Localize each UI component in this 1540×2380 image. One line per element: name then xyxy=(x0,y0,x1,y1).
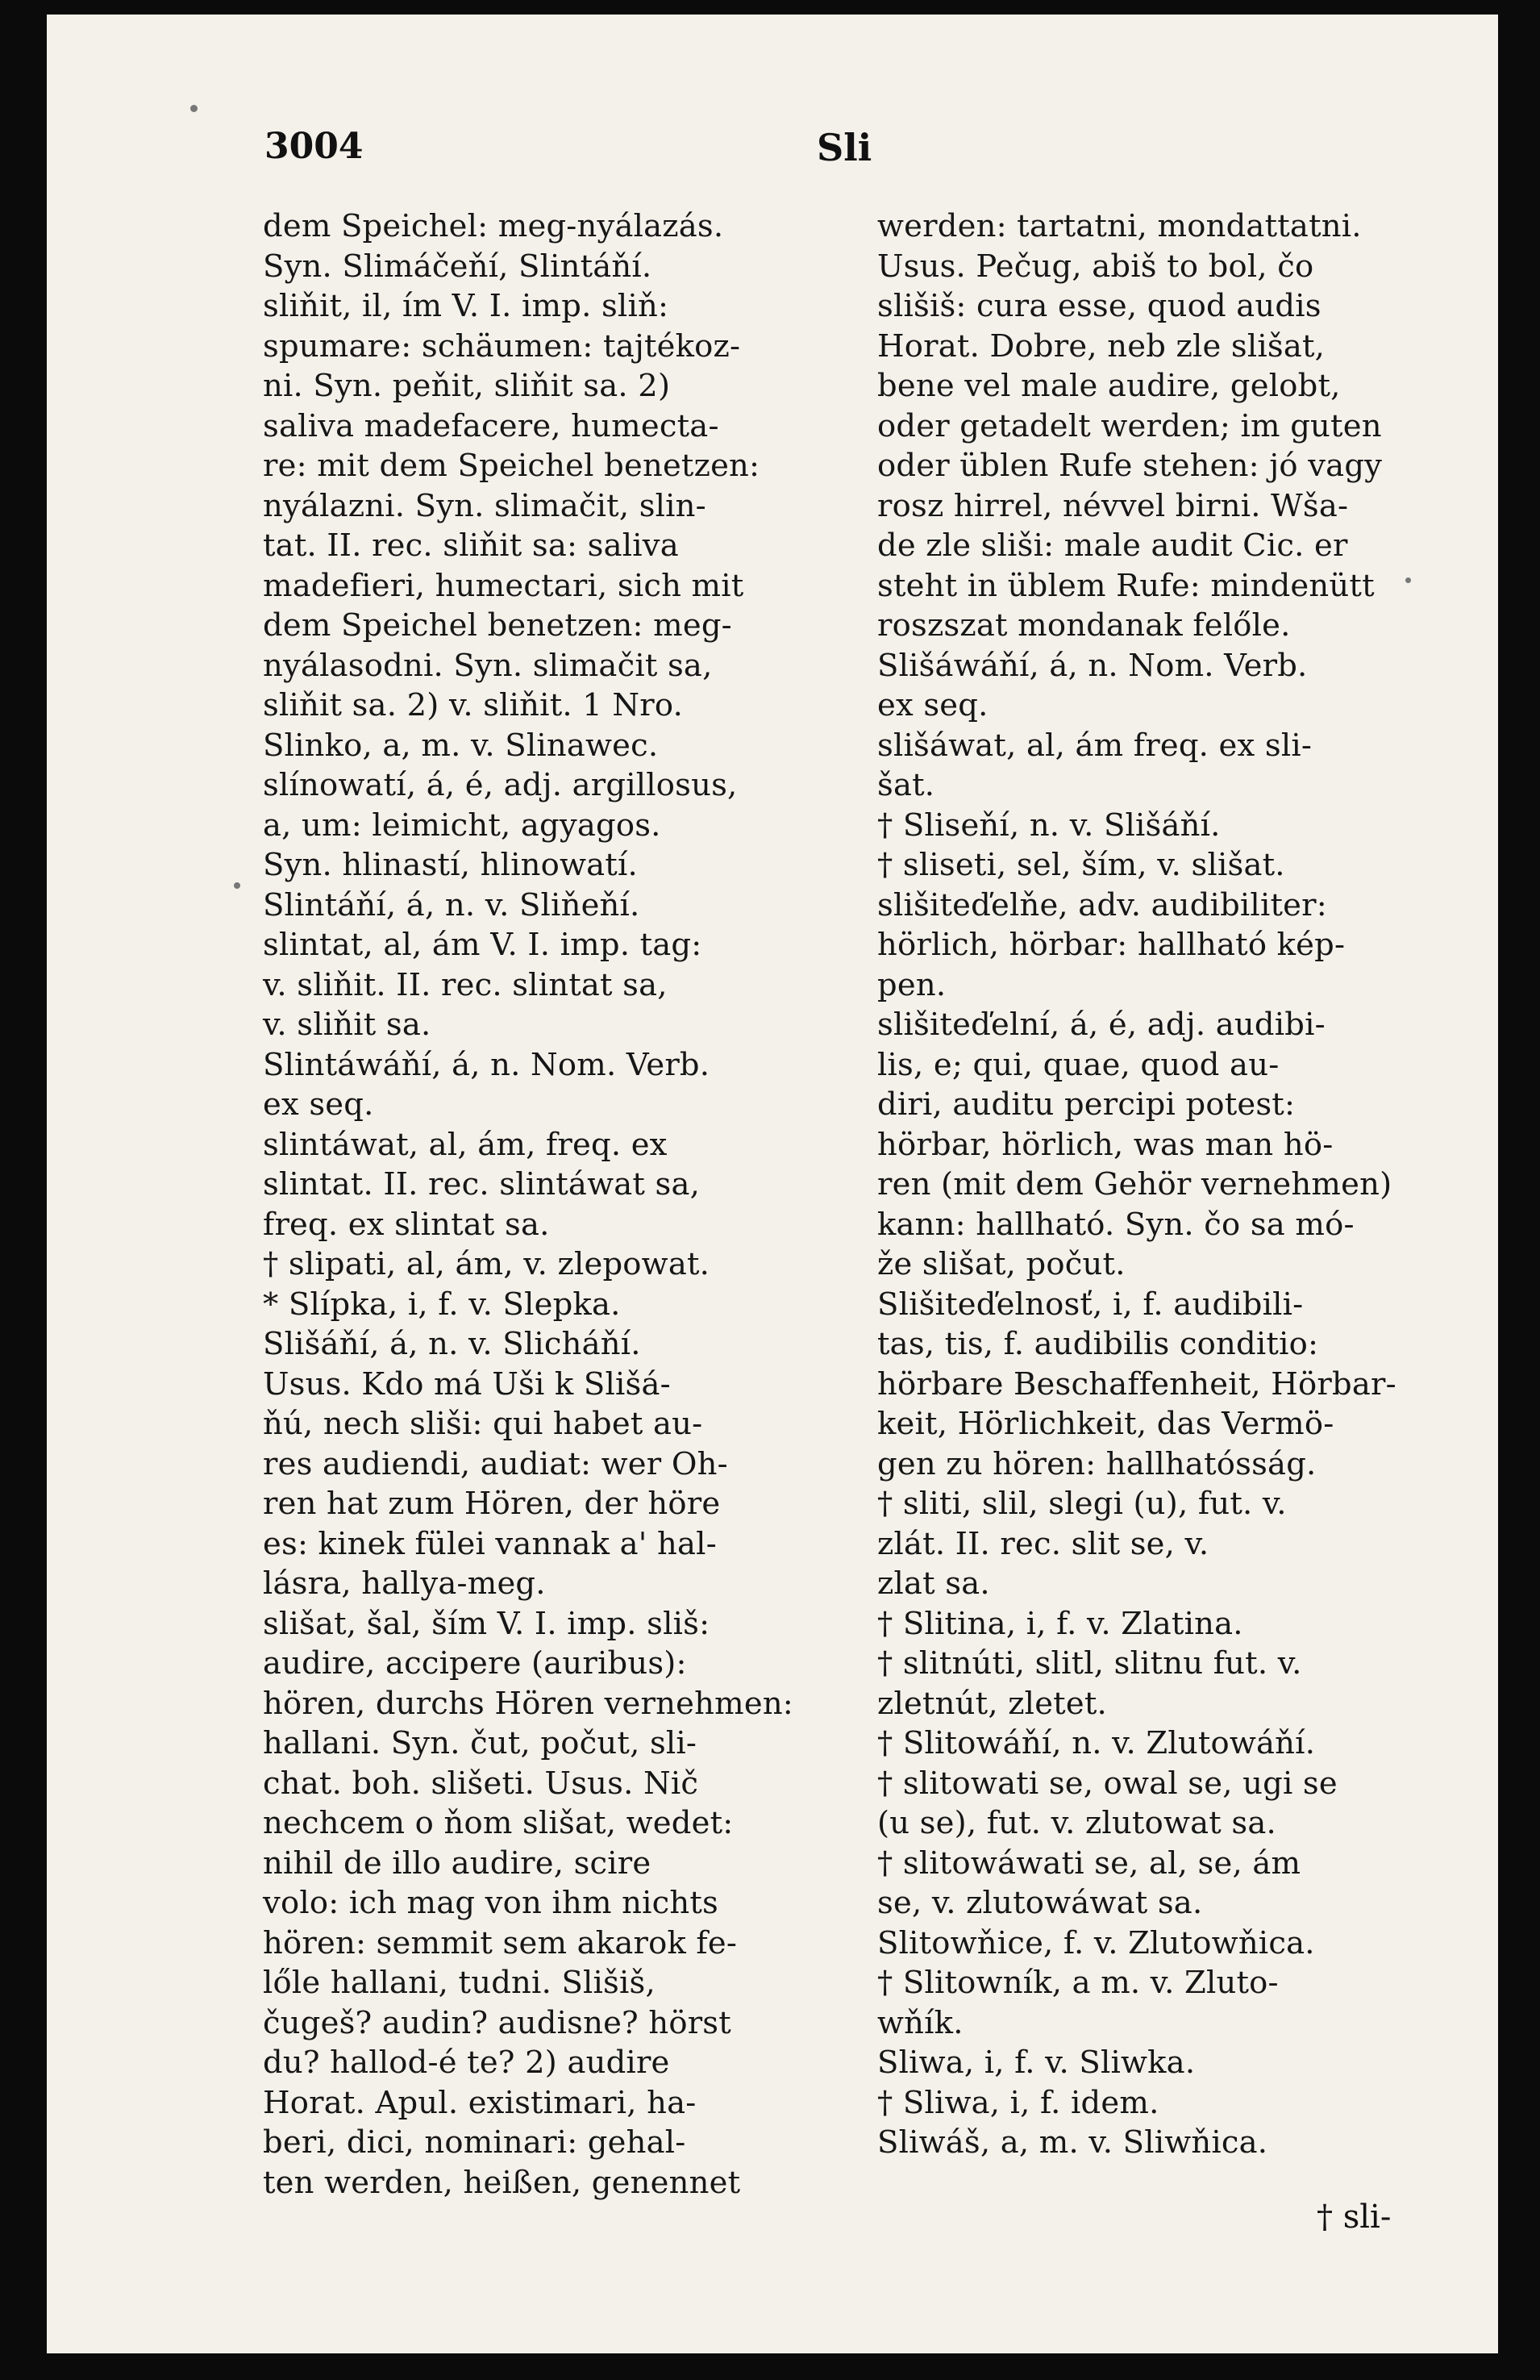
entry-line: res audiendi, audiat: wer Oh- xyxy=(263,1445,728,1482)
entry-line: * Slípka, i, f. v. Slepka. xyxy=(263,1286,621,1323)
page-header xyxy=(264,126,1353,182)
entry-line: (u se), fut. v. zlutowat sa. xyxy=(877,1805,1276,1841)
dictionary-page xyxy=(47,15,1498,2353)
entry-line: † Slitowník, a m. v. Zluto- xyxy=(877,1965,1279,2001)
entry-line: audire, accipere (auribus): xyxy=(263,1645,687,1682)
entry-line: slínowatí, á, é, adj. argillosus, xyxy=(263,767,738,803)
entry-line: † Slitowáňí, n. v. Zlutowáňí. xyxy=(877,1725,1316,1761)
entry-line: oder getadelt werden; im guten xyxy=(877,407,1382,444)
entry-line: du? hallod-é te? 2) audire xyxy=(263,2044,670,2081)
entry-line: wňík. xyxy=(877,2004,964,2041)
entry-line: šat. xyxy=(877,767,935,803)
entry-line: oder üblen Rufe stehen: jó vagy xyxy=(877,448,1383,484)
entry-line: tas, tis, f. audibilis conditio: xyxy=(877,1326,1319,1362)
entry-line: tat. II. rec. sliňit sa: saliva xyxy=(263,527,679,564)
entry-line: † sliti, slil, slegi (u), fut. v. xyxy=(877,1486,1287,1522)
stain-dot xyxy=(190,105,198,112)
entry-line: dem Speichel: meg-nyálazás. xyxy=(263,208,724,244)
catchword: † sli- xyxy=(1317,2199,1392,2236)
entry-line: † Sliseňí, n. v. Slišáňí. xyxy=(877,807,1221,844)
entry-line: spumare: schäumen: tajtékoz- xyxy=(263,327,741,365)
entry-line: zletnút, zletet. xyxy=(877,1685,1107,1722)
entry-line: nyálazni. Syn. slimačit, slin- xyxy=(263,487,706,524)
entry-line: † slitnúti, slitl, slitnu fut. v. xyxy=(877,1645,1302,1682)
entry-line: Slišiteďelnosť, i, f. audibili- xyxy=(877,1286,1304,1323)
entry-line: ňú, nech sliši: qui habet au- xyxy=(263,1406,703,1442)
entry-line: zlat sa. xyxy=(877,1565,990,1602)
entry-line: v. sliňit sa. xyxy=(263,1007,431,1043)
entry-line: Slintáňí, á, n. v. Sliňeňí. xyxy=(263,886,640,923)
entry-line: kann: hallható. Syn. čo sa mó- xyxy=(877,1206,1355,1243)
entry-line: Syn. Slimáčeňí, Slintáňí. xyxy=(263,248,652,285)
entry-line: Slinko, a, m. v. Slinawec. xyxy=(263,727,659,764)
entry-line: slišat, šal, ším V. I. imp. sliš: xyxy=(263,1605,710,1642)
entry-line: Slišáwáňí, á, n. Nom. Verb. xyxy=(877,647,1308,684)
entry-line: Horat. Apul. existimari, ha- xyxy=(263,2084,697,2121)
entry-line: čugeš? audin? audisne? hörst xyxy=(263,2004,731,2041)
entry-line: se, v. zlutowáwat sa. xyxy=(877,1885,1203,1921)
entry-line: roszszat mondanak felőle. xyxy=(877,607,1291,644)
entry-line: hörlich, hörbar: hallható kép- xyxy=(877,927,1346,963)
entry-line: Usus. Pečug, abiš to bol, čo xyxy=(877,248,1314,285)
entry-line: Slintáwáňí, á, n. Nom. Verb. xyxy=(263,1046,710,1083)
entry-line: zlát. II. rec. slit se, v. xyxy=(877,1525,1209,1562)
entry-line: † slitowáwati se, al, se, ám xyxy=(877,1844,1301,1882)
entry-line: hören: semmit sem akarok fe- xyxy=(263,1924,738,1961)
entry-line: lásra, hallya-meg. xyxy=(263,1565,546,1602)
entry-line: a, um: leimicht, agyagos. xyxy=(263,807,661,844)
entry-line: bene vel male audire, gelobt, xyxy=(877,368,1341,404)
entry-line: werden: tartatni, mondattatni. xyxy=(877,208,1362,244)
entry-line: slintat. II. rec. slintáwat sa, xyxy=(263,1166,701,1203)
entry-line: lis, e; qui, quae, quod au- xyxy=(877,1046,1280,1083)
entry-line: slintat, al, ám V. I. imp. tag: xyxy=(263,927,702,963)
entry-line: Slitowňice, f. v. Zlutowňica. xyxy=(877,1924,1315,1961)
page-number: 3004 xyxy=(264,126,364,167)
entry-line: hallani. Syn. čut, počut, sli- xyxy=(263,1725,697,1761)
right-column xyxy=(877,206,1478,2163)
entry-line: volo: ich mag von ihm nichts xyxy=(263,1885,718,1921)
stain-dot xyxy=(234,882,240,889)
entry-line: hören, durchs Hören vernehmen: xyxy=(263,1685,793,1722)
entry-line: ex seq. xyxy=(263,1086,374,1123)
entry-line: de zle sliši: male audit Cic. er xyxy=(877,527,1348,564)
entry-line: nihil de illo audire, scire xyxy=(263,1844,651,1882)
entry-line: slišiteďelňe, adv. audibiliter: xyxy=(877,886,1327,923)
entry-line: ten werden, heißen, genennet xyxy=(263,2164,741,2201)
entry-line: že slišat, počut. xyxy=(877,1246,1126,1282)
entry-line: gen zu hören: hallhatósság. xyxy=(877,1445,1317,1482)
entry-line: hörbar, hörlich, was man hö- xyxy=(877,1126,1334,1163)
left-column xyxy=(263,206,864,2203)
entry-line: ren (mit dem Gehör vernehmen) xyxy=(877,1166,1392,1203)
entry-line: re: mit dem Speichel benetzen: xyxy=(263,448,760,484)
entry-line: ren hat zum Hören, der höre xyxy=(263,1486,721,1522)
entry-line: sliňit, il, ím V. I. imp. sliň: xyxy=(263,288,669,324)
entry-line: slišiš: cura esse, quod audis xyxy=(877,288,1321,324)
entry-line: diri, auditu percipi potest: xyxy=(877,1086,1296,1123)
entry-line: beri, dici, nominari: gehal- xyxy=(263,2124,686,2161)
entry-line: v. sliňit. II. rec. slintat sa, xyxy=(263,966,668,1003)
entry-line: Sliwa, i, f. v. Sliwka. xyxy=(877,2044,1196,2081)
entry-line: keit, Hörlichkeit, das Vermö- xyxy=(877,1406,1334,1442)
entry-line: pen. xyxy=(877,966,947,1003)
entry-line: slišáwat, al, ám freq. ex sli- xyxy=(877,727,1313,764)
entry-line: † sliseti, sel, ším, v. slišat. xyxy=(877,847,1285,883)
entry-line: ex seq. xyxy=(877,687,989,723)
entry-line: nechcem o ňom slišat, wedet: xyxy=(263,1805,734,1841)
entry-line: rosz hirrel, névvel birni. Wša- xyxy=(877,487,1349,524)
entry-line: † Sliwa, i, f. idem. xyxy=(877,2084,1159,2121)
entry-line: es: kinek fülei vannak a' hal- xyxy=(263,1525,717,1562)
entry-line: hörbare Beschaffenheit, Hörbar- xyxy=(877,1365,1396,1403)
entry-line: sliňit sa. 2) v. sliňit. 1 Nro. xyxy=(263,687,684,723)
entry-line: † Slitina, i, f. v. Zlatina. xyxy=(877,1605,1243,1642)
entry-line: chat. boh. slišeti. Usus. Nič xyxy=(263,1765,699,1802)
entry-line: slišiteďelní, á, é, adj. audibi- xyxy=(877,1007,1326,1043)
entry-line: Syn. hlinastí, hlinowatí. xyxy=(263,847,638,883)
entry-line: nyálasodni. Syn. slimačit sa, xyxy=(263,647,713,684)
running-head: Sli xyxy=(817,126,872,169)
entry-line: lőle hallani, tudni. Slišiš, xyxy=(263,1965,656,2001)
entry-line: freq. ex slintat sa. xyxy=(263,1206,550,1243)
entry-line: Slišáňí, á, n. v. Slicháňí. xyxy=(263,1326,641,1362)
entry-line: Sliwáš, a, m. v. Sliwňica. xyxy=(877,2124,1268,2161)
entry-line: steht in üblem Rufe: mindenütt xyxy=(877,567,1375,604)
entry-line: dem Speichel benetzen: meg- xyxy=(263,607,732,644)
entry-line: madefieri, humectari, sich mit xyxy=(263,567,744,604)
entry-line: † slipati, al, ám, v. zlepowat. xyxy=(263,1246,710,1282)
entry-line: † slitowati se, owal se, ugi se xyxy=(877,1765,1338,1802)
entry-line: Horat. Dobre, neb zle slišat, xyxy=(877,327,1326,365)
entry-line: Usus. Kdo má Uši k Slišá- xyxy=(263,1365,671,1403)
entry-line: ni. Syn. peňit, sliňit sa. 2) xyxy=(263,368,671,404)
entry-line: saliva madefacere, humecta- xyxy=(263,407,719,444)
entry-line: slintáwat, al, ám, freq. ex xyxy=(263,1126,668,1163)
